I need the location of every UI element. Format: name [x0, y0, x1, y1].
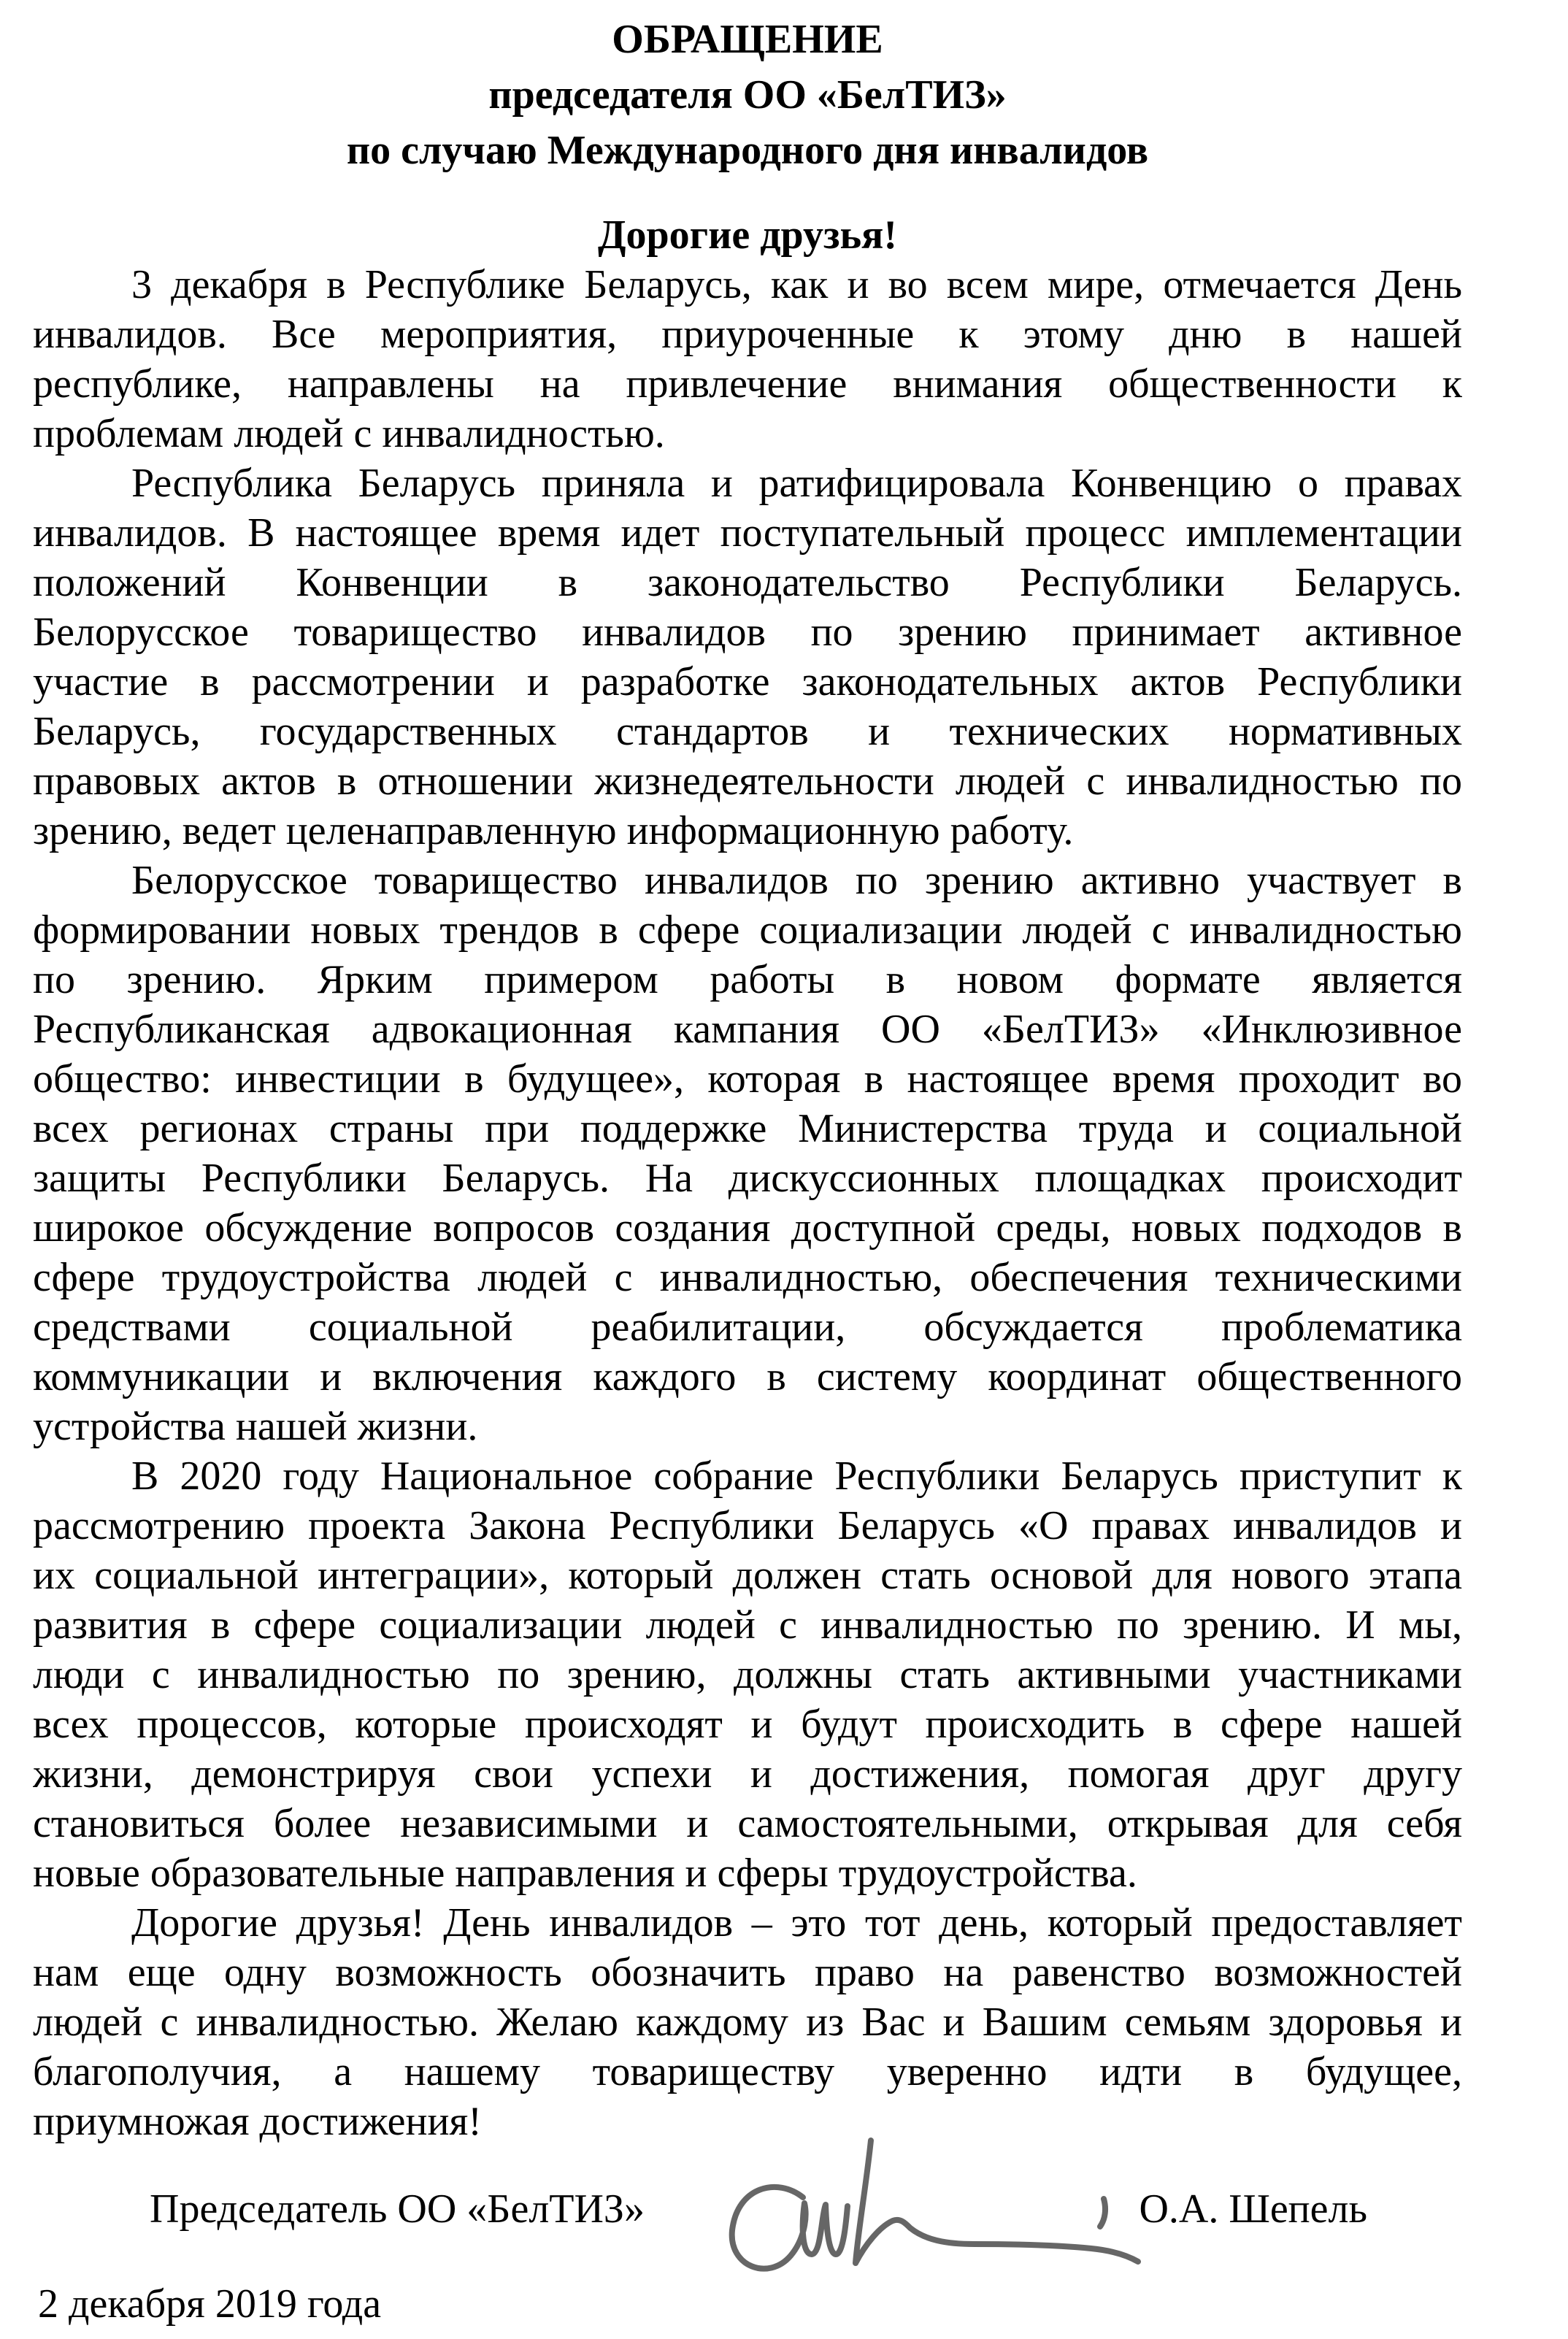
text-line: участие в рассмотрении и разработке законодательных актов Республики — [33, 659, 1462, 704]
text-line: Дорогие друзья! День инвалидов – это тот день, который предоставляет — [131, 1900, 1462, 1946]
text-line: проблемам людей с инвалидностью. — [33, 411, 665, 456]
text-line: зрению, ведет целенаправленную информационную работу. — [33, 808, 1074, 853]
text-line: жизни, демонстрируя свои успехи и достижения, помогая друг другу — [33, 1751, 1462, 1797]
text-line: средствами социальной реабилитации, обсуждается проблематика — [33, 1305, 1462, 1350]
paragraph — [33, 260, 1462, 458]
text-line: Белорусское товарищество инвалидов по зрению активно участвует в — [131, 858, 1462, 903]
text-line: положений Конвенции в законодательство Республики Беларусь. — [33, 560, 1462, 605]
text-line: люди с инвалидностью по зрению, должны стать активными участниками — [33, 1652, 1462, 1697]
document-title — [33, 0, 1462, 178]
text-line: инвалидов. В настоящее время идет поступательный процесс имплементации — [33, 510, 1462, 556]
salutation: Дорогие друзья! — [597, 212, 898, 258]
text-line: развития в сфере социализации людей с инвалидностью по зрению. И мы, — [33, 1602, 1462, 1648]
paragraph — [33, 1898, 1462, 2146]
text-line: 3 декабря в Республике Беларусь, как и во всем мире, отмечается День — [131, 262, 1462, 307]
paragraph — [33, 856, 1462, 1451]
paragraph — [33, 458, 1462, 856]
text-line: инвалидов. Все мероприятия, приуроченные к этому дню в нашей — [33, 312, 1462, 357]
signature-row — [33, 2184, 1462, 2234]
text-line: нам еще одну возможность обозначить право на равенство возможностей — [33, 1950, 1462, 1995]
text-line: Беларусь, государственных стандартов и технических нормативных — [33, 709, 1462, 754]
signer-position: Председатель ОО «БелТИЗ» — [150, 2186, 645, 2232]
text-line: устройства нашей жизни. — [33, 1404, 478, 1449]
title-line: по случаю Международного дня инвалидов — [346, 128, 1149, 173]
text-line: всех процессов, которые происходят и будут происходить в сфере нашей — [33, 1702, 1462, 1747]
title-line: ОБРАЩЕНИЕ — [612, 17, 883, 62]
text-line: республике, направлены на привлечение внимания общественности к — [33, 361, 1462, 407]
text-line: В 2020 году Национальное собрание Республики Беларусь приступит к — [131, 1453, 1462, 1499]
title-line: председателя ОО «БелТИЗ» — [488, 72, 1007, 118]
signer-name: О.А. Шепель — [1139, 2186, 1367, 2232]
text-line: новые образовательные направления и сферы трудоустройства. — [33, 1851, 1137, 1896]
text-line: Белорусское товарищество инвалидов по зрению принимает активное — [33, 610, 1462, 655]
text-line: формировании новых трендов в сфере социализации людей с инвалидностью — [33, 907, 1462, 953]
text-line: защиты Республики Беларусь. На дискуссионных площадках происходит — [33, 1156, 1462, 1201]
text-line: благополучия, а нашему товариществу уверенно идти в будущее, — [33, 2049, 1462, 2094]
paragraph — [33, 1451, 1462, 1898]
text-line: по зрению. Ярким примером работы в новом формате является — [33, 957, 1462, 1002]
text-line: становиться более независимыми и самостоятельными, открывая для себя — [33, 1801, 1462, 1846]
text-line: людей с инвалидностью. Желаю каждому из Вас и Вашим семьям здоровья и — [33, 2000, 1462, 2045]
document-date: 2 декабря 2019 года — [38, 2281, 382, 2327]
text-line: всех регионах страны при поддержке Министерства труда и социальной — [33, 1106, 1462, 1151]
text-line: их социальной интеграции», который должен стать основой для нового этапа — [33, 1553, 1462, 1598]
text-line: рассмотрению проекта Закона Республики Беларусь «О правах инвалидов и — [33, 1503, 1462, 1548]
text-line: Республика Беларусь приняла и ратифицировала Конвенцию о правах — [131, 461, 1462, 506]
text-line: правовых актов в отношении жизнедеятельности людей с инвалидностью по — [33, 758, 1462, 804]
text-line: сфере трудоустройства людей с инвалидностью, обеспечения техническими — [33, 1255, 1462, 1300]
text-line: приумножая достижения! — [33, 2099, 482, 2144]
text-line: коммуникации и включения каждого в систему координат общественного — [33, 1354, 1462, 1399]
text-line: широкое обсуждение вопросов создания доступной среды, новых подходов в — [33, 1205, 1462, 1251]
text-line: общество: инвестиции в будущее», которая в настоящее время проходит во — [33, 1056, 1462, 1102]
document-body — [33, 260, 1462, 2146]
text-line: Республиканская адвокационная кампания ОО «БелТИЗ» «Инклюзивное — [33, 1007, 1462, 1052]
